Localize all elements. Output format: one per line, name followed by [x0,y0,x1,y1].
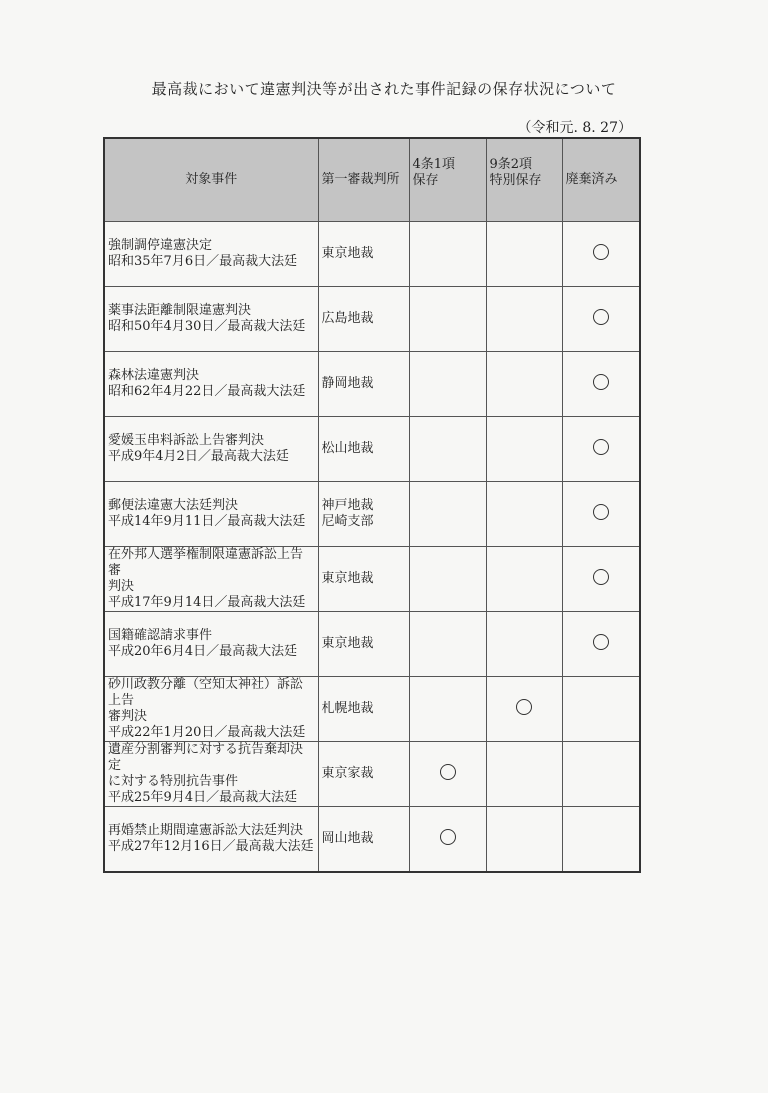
court-cell [318,742,409,807]
court-cell [318,547,409,612]
case-name-cell [104,742,318,807]
court-name-line: 東京家裁 [321,766,374,781]
case-name-line: 郵便法違憲大法廷判決 [108,498,239,513]
case-name-line: 審判決 [108,709,148,724]
circle-mark-icon [516,699,532,715]
court-cell [318,287,409,352]
circle-mark-icon [593,504,609,520]
case-name-line: 昭和50年4月30日／最高裁大法廷 [108,319,306,334]
case-name-line: 平成25年9月4日／最高裁大法廷 [108,790,298,805]
case-name-line: 判決 [108,579,135,594]
table-row [104,677,640,742]
table-row [104,352,640,417]
disposed-status-cell [562,807,640,873]
disposed-status-cell [562,352,640,417]
case-name-cell [104,612,318,677]
table-row [104,482,640,547]
art9-status-cell [486,287,562,352]
court-name-line: 岡山地裁 [321,831,374,846]
circle-mark-icon [593,569,609,585]
case-name-line: 平成9年4月2日／最高裁大法廷 [108,449,289,464]
case-name-cell [104,482,318,547]
court-name-line: 神戸地裁 [321,498,374,513]
art4-status-cell [409,482,486,547]
art4-status-cell [409,417,486,482]
table-row [104,807,640,873]
case-name-line: 森林法違憲判決 [108,368,200,383]
circle-mark-icon [593,244,609,260]
header-court: 第一審裁判所 [318,138,409,222]
records-table [103,137,641,873]
disposed-status-cell [562,547,640,612]
art9-status-cell [486,612,562,677]
circle-mark-icon [593,374,609,390]
case-name-line: 昭和35年7月6日／最高裁大法廷 [108,254,298,269]
circle-mark-icon [593,309,609,325]
court-cell [318,612,409,677]
case-name-cell [104,287,318,352]
case-name-line: 再婚禁止期間違憲訴訟大法廷判決 [108,823,304,838]
case-name-line: 薬事法距離制限違憲判決 [108,303,252,318]
art9-status-cell [486,222,562,287]
case-name-line: 昭和62年4月22日／最高裁大法廷 [108,384,306,399]
art4-status-cell [409,742,486,807]
art4-status-cell [409,612,486,677]
court-name-line: 東京地裁 [321,571,374,586]
disposed-status-cell [562,287,640,352]
art4-status-cell [409,677,486,742]
art9-status-cell [486,352,562,417]
circle-mark-icon [593,634,609,650]
circle-mark-icon [440,829,456,845]
art9-status-cell [486,417,562,482]
table-row [104,612,640,677]
art9-status-cell [486,807,562,873]
circle-mark-icon [440,764,456,780]
court-name-line: 松山地裁 [321,441,374,456]
case-name-line: 愛媛玉串料訴訟上告審判決 [108,433,265,448]
case-name-cell [104,417,318,482]
case-name-cell [104,547,318,612]
case-name-cell [104,807,318,873]
art9-status-cell [486,742,562,807]
court-name-line: 札幌地裁 [321,701,374,716]
table-row [104,547,640,612]
document-title: 最高裁において違憲判決等が出された事件記録の保存状況について [151,80,617,98]
court-cell [318,677,409,742]
table-header-row [104,138,640,222]
table-row [104,742,640,807]
case-name-line: 平成22年1月20日／最高裁大法廷 [108,725,306,740]
header-art9-line1: 9条2項 [489,157,533,172]
header-case: 対象事件 [104,138,318,222]
table-body [104,222,640,873]
header-art9-line2: 特別保存 [489,173,542,188]
case-name-line: 在外邦人選挙権制限違憲訴訟上告審 [108,547,304,578]
court-name-line: 東京地裁 [321,246,374,261]
court-name-line: 東京地裁 [321,636,374,651]
case-name-cell [104,352,318,417]
header-art4-line1: 4条1項 [412,157,456,172]
case-name-line: に対する特別抗告事件 [108,774,239,789]
art4-status-cell [409,807,486,873]
case-name-line: 平成27年12月16日／最高裁大法廷 [108,839,314,854]
disposed-status-cell [562,612,640,677]
disposed-status-cell [562,677,640,742]
case-name-line: 平成17年9月14日／最高裁大法廷 [108,595,306,610]
art4-status-cell [409,352,486,417]
art9-status-cell [486,677,562,742]
case-name-line: 強制調停違憲決定 [108,238,213,253]
case-name-line: 砂川政教分離（空知太神社）訴訟上告 [108,677,304,708]
document-date: （令和元. 8. 27） [517,120,632,136]
court-cell [318,417,409,482]
court-name-line: 静岡地裁 [321,376,374,391]
court-name-line: 尼崎支部 [321,514,374,529]
table-row [104,417,640,482]
court-cell [318,352,409,417]
art4-status-cell [409,222,486,287]
case-name-cell [104,222,318,287]
art4-status-cell [409,287,486,352]
header-art4-line2: 保存 [412,173,439,188]
case-name-line: 平成20年6月4日／最高裁大法廷 [108,644,298,659]
art9-status-cell [486,547,562,612]
disposed-status-cell [562,222,640,287]
header-art9 [486,138,562,222]
court-cell [318,222,409,287]
case-name-line: 平成14年9月11日／最高裁大法廷 [108,514,306,529]
court-name-line: 広島地裁 [321,311,374,326]
circle-mark-icon [593,439,609,455]
court-cell [318,482,409,547]
table-row [104,222,640,287]
case-name-line: 国籍確認請求事件 [108,628,213,643]
case-name-line: 遺産分割審判に対する抗告棄却決定 [108,742,304,773]
art9-status-cell [486,482,562,547]
header-disposed: 廃棄済み [562,138,640,222]
disposed-status-cell [562,742,640,807]
art4-status-cell [409,547,486,612]
court-cell [318,807,409,873]
case-name-cell [104,677,318,742]
disposed-status-cell [562,417,640,482]
table-row [104,287,640,352]
disposed-status-cell [562,482,640,547]
header-art4 [409,138,486,222]
